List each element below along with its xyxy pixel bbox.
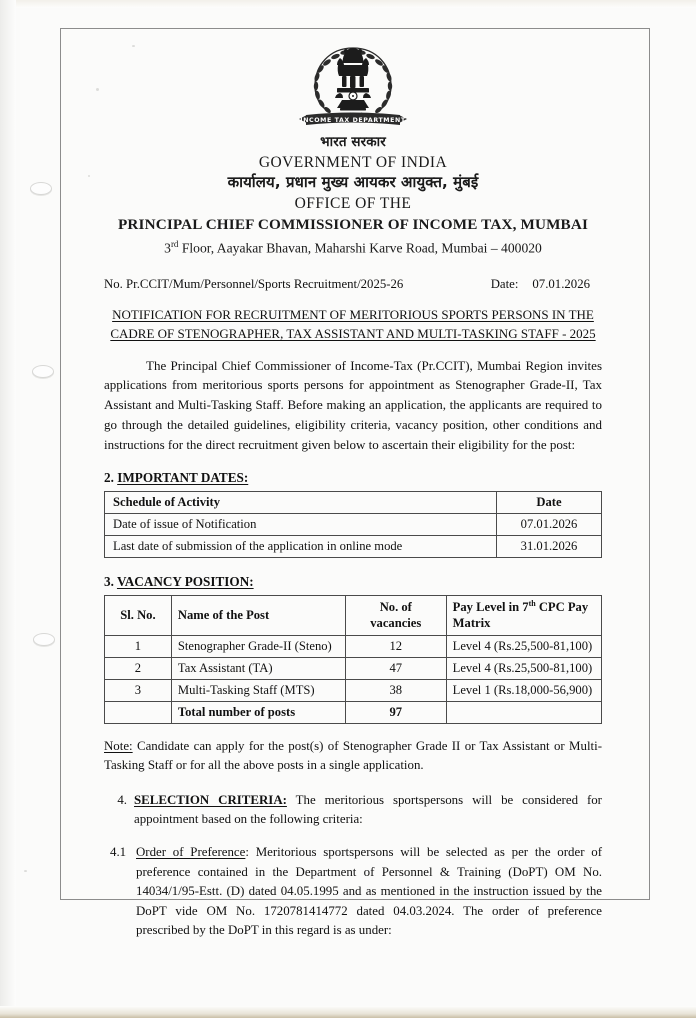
cell-post-name: Stenographer Grade-II (Steno) bbox=[171, 636, 345, 658]
vacancy-note bbox=[104, 737, 602, 776]
note-text: Candidate can apply for the post(s) of Stenographer Grade II or Tax Assistant or Multi-Tasking Staff or for all the above posts in a single application. bbox=[104, 739, 602, 773]
table-header-row bbox=[105, 596, 602, 636]
address-floor-number: 3 bbox=[164, 240, 171, 256]
table-row bbox=[105, 514, 602, 536]
reference-number: No. Pr.CCIT/Mum/Personnel/Sports Recruitment/2025-26 bbox=[104, 276, 404, 291]
pay-header-ordinal-suffix: th bbox=[528, 599, 536, 609]
header-line-principal-chief-commissioner: PRINCIPAL CHIEF COMMISSIONER OF INCOME TAX, MUMBAI bbox=[117, 216, 589, 234]
scan-edge-left bbox=[0, 0, 16, 1018]
section-number-selection-criteria: 4. bbox=[117, 792, 127, 807]
cell-pay-level: Level 1 (Rs.18,000-56,900) bbox=[446, 680, 601, 702]
punch-hole-icon bbox=[32, 365, 54, 378]
notification-title-line1: NOTIFICATION FOR RECRUITMENT OF MERITORIOUS SPORTS PERSONS IN THE bbox=[112, 306, 594, 322]
header-address bbox=[104, 239, 602, 257]
pay-header-line1-post: CPC Pay bbox=[535, 600, 589, 615]
cell-vacancies: 38 bbox=[345, 680, 446, 702]
section-title-order-of-preference: Order of Preference bbox=[136, 845, 246, 860]
column-header-date: Date bbox=[497, 492, 602, 514]
date-label: Date: bbox=[490, 276, 519, 291]
header-line-government-of-india: GOVERNMENT OF INDIA bbox=[258, 153, 448, 171]
cell-post-name: Multi-Tasking Staff (MTS) bbox=[171, 680, 345, 702]
column-header-schedule-of-activity: Schedule of Activity bbox=[105, 492, 497, 514]
cell-pay-level: Level 4 (Rs.25,500-81,100) bbox=[446, 636, 601, 658]
section-text-selection-criteria: The meritorious sportspersons will be considered for appointment based on the following criteria: bbox=[134, 792, 602, 827]
vacancies-header-line2: vacancies bbox=[370, 615, 422, 630]
section-number-important-dates: 2. bbox=[104, 470, 114, 486]
important-dates-table bbox=[104, 491, 602, 558]
header-line-hindi-bharat-sarkar: भारत सरकार bbox=[320, 134, 386, 150]
cell-date: 31.01.2026 bbox=[497, 536, 602, 558]
cell-sl-no: 3 bbox=[105, 680, 172, 702]
vacancy-position-table bbox=[104, 595, 602, 724]
section-body-selection-criteria bbox=[134, 791, 602, 830]
section-heading-vacancy-position bbox=[104, 574, 602, 590]
column-header-name-of-the-post: Name of the Post bbox=[171, 596, 345, 636]
table-row bbox=[105, 658, 602, 680]
cell-total-label: Total number of posts bbox=[171, 702, 345, 724]
pay-header-line1-pre: Pay Level in 7 bbox=[452, 600, 529, 615]
section-title-important-dates: IMPORTANT DATES: bbox=[117, 470, 249, 486]
intro-paragraph: The Principal Chief Commissioner of Income-Tax (Pr.CCIT), Mumbai Region invites applications from meritorious sports persons for appointment as Stenographer Grade-II, Tax Assistant and Multi-Tasking Staff. Before making an application, the applicants are required to go through the detailed guidelines, eligibility criteria, vacancy position, other conditions and instructions for the direct recruitment given below to ascertain their eligibility for the post: bbox=[104, 357, 602, 452]
date-value: 07.01.2026 bbox=[532, 276, 590, 291]
vacancies-header-line1: No. of bbox=[379, 600, 412, 615]
header-line-hindi-office: कार्यालय, प्रधान मुख्य आयकर आयुक्त, मुंबई bbox=[227, 173, 479, 192]
punch-hole-icon bbox=[30, 182, 52, 195]
notification-title-line2: CADRE OF STENOGRAPHER, TAX ASSISTANT AND MULTI-TASKING STAFF - 2025 bbox=[110, 326, 596, 342]
cell-post-name: Tax Assistant (TA) bbox=[171, 658, 345, 680]
pay-header-line2: Matrix bbox=[452, 616, 491, 631]
punch-hole-icon bbox=[33, 633, 55, 646]
section-text-order-of-preference: : Meritorious sportspersons will be selected as per the order of preference contained in the Department of Personnel & Training (DoPT) OM No. 14034/1/95-Estt. (D) dated 04.05.1995 and as mentioned in the instruction issued by the DoPT vide OM No. 1720781414772 dated 04.03.2024. The order of preference prescribed by the DoPT in this regard is as under: bbox=[136, 845, 602, 938]
emblem-banner-text: INCOME TAX DEPARTMENT bbox=[300, 117, 406, 124]
column-header-pay-level bbox=[446, 596, 601, 636]
address-rest: Floor, Aayakar Bhavan, Maharshi Karve Road, Mumbai – 400020 bbox=[178, 240, 542, 256]
cell-sl-no: 2 bbox=[105, 658, 172, 680]
column-header-no-of-vacancies bbox=[345, 596, 446, 636]
date-group bbox=[491, 277, 602, 292]
income-tax-department-emblem-icon bbox=[294, 40, 412, 128]
cell-total-vacancies: 97 bbox=[345, 702, 446, 724]
cell-sl-no: 1 bbox=[105, 636, 172, 658]
cell-vacancies: 12 bbox=[345, 636, 446, 658]
cell-vacancies: 47 bbox=[345, 658, 446, 680]
emblem-container bbox=[104, 40, 602, 133]
section-title-vacancy-position: VACANCY POSITION: bbox=[116, 574, 254, 590]
document-content bbox=[104, 40, 602, 941]
cell-activity: Last date of submission of the application in online mode bbox=[105, 536, 497, 558]
section-title-selection-criteria: SELECTION CRITERIA: bbox=[134, 792, 287, 807]
section-selection-criteria bbox=[104, 791, 602, 830]
column-header-sl-no: Sl. No. bbox=[105, 596, 172, 636]
section-heading-important-dates bbox=[104, 470, 602, 486]
scan-edge-bottom bbox=[0, 1006, 696, 1018]
cell-date: 07.01.2026 bbox=[497, 514, 602, 536]
reference-row bbox=[104, 277, 602, 292]
table-row bbox=[105, 536, 602, 558]
cell-activity: Date of issue of Notification bbox=[105, 514, 497, 536]
cell-sl-no-empty bbox=[105, 702, 172, 724]
note-label: Note: bbox=[104, 739, 133, 754]
section-order-of-preference bbox=[104, 843, 602, 941]
table-row bbox=[105, 636, 602, 658]
address-ordinal-suffix: rd bbox=[170, 239, 179, 250]
cell-pay-level-empty bbox=[446, 702, 601, 724]
section-body-order-of-preference bbox=[136, 843, 602, 941]
table-row bbox=[105, 680, 602, 702]
scan-edge-top bbox=[0, 0, 696, 8]
section-number-order-of-preference: 4.1 bbox=[110, 845, 127, 860]
table-total-row bbox=[105, 702, 602, 724]
cell-pay-level: Level 4 (Rs.25,500-81,100) bbox=[446, 658, 601, 680]
scan-speck bbox=[24, 870, 27, 872]
section-number-vacancy-position: 3. bbox=[104, 574, 114, 590]
header-line-office-of-the: OFFICE OF THE bbox=[294, 194, 412, 212]
notification-title bbox=[104, 305, 602, 344]
table-header-row bbox=[105, 492, 602, 514]
